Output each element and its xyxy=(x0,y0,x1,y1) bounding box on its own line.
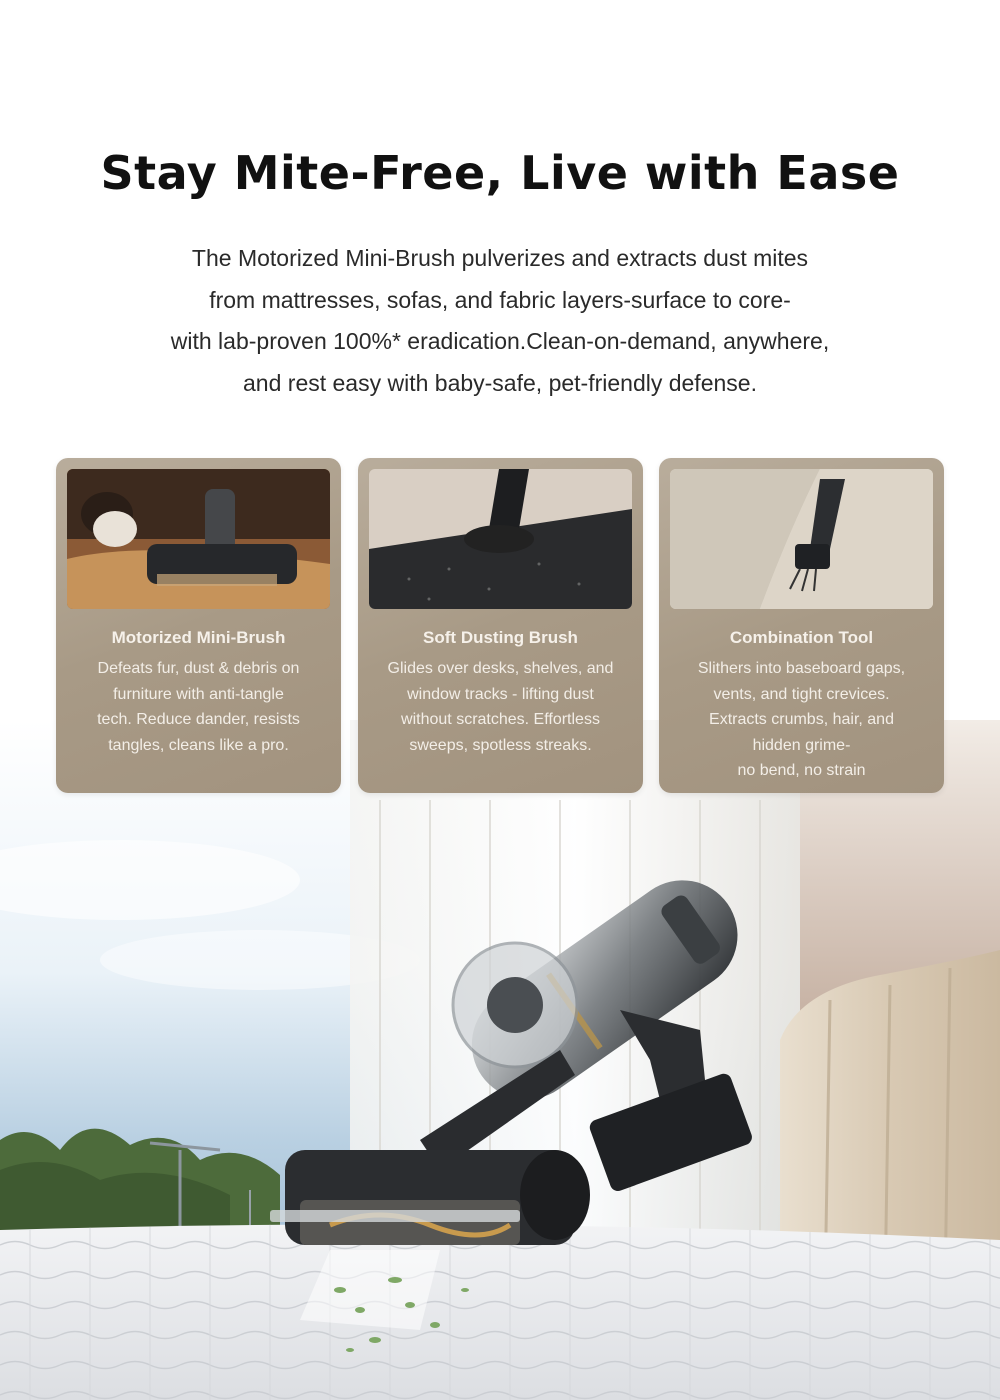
card-line: tangles, cleans like a pro. xyxy=(108,736,289,754)
intro-line: with lab-proven 100%* eradication.Clean-on-demand, anywhere, xyxy=(170,328,830,354)
card-title: Soft Dusting Brush xyxy=(423,628,578,647)
card-line: without scratches. Effortless xyxy=(401,711,600,728)
card-line: vents, and tight crevices. xyxy=(713,685,890,703)
card-line: Defeats fur, dust & debris on xyxy=(97,660,300,677)
card-line: Glides over desks, shelves, and xyxy=(387,660,614,677)
intro-paragraph xyxy=(80,238,920,404)
card-line: hidden grime- xyxy=(752,736,851,754)
card-description xyxy=(70,656,327,758)
page-title: Stay Mite-Free, Live with Ease xyxy=(100,146,900,200)
card-line: no bend, no strain xyxy=(737,762,866,779)
card-line: tech. Reduce dander, resists xyxy=(97,711,300,728)
card-description xyxy=(673,656,930,784)
dusting-brush-image xyxy=(369,469,632,609)
card-description xyxy=(372,656,629,758)
card-line: Extracts crumbs, hair, and xyxy=(709,711,894,728)
card-title: Motorized Mini-Brush xyxy=(111,628,286,647)
card-line: sweeps, spotless streaks. xyxy=(409,736,592,754)
intro-line: from mattresses, sofas, and fabric layers-surface to core- xyxy=(209,286,791,313)
card-line: furniture with anti-tangle xyxy=(113,685,284,703)
intro-line: and rest easy with baby-safe, pet-friendly defense. xyxy=(243,369,757,396)
card-title: Combination Tool xyxy=(729,628,874,647)
combination-tool-image xyxy=(670,469,933,609)
feature-card-combination-tool xyxy=(659,458,944,793)
mini-brush-image xyxy=(67,469,330,609)
feature-card-dusting-brush xyxy=(358,458,643,793)
feature-card-mini-brush xyxy=(56,458,341,793)
card-line: window tracks - lifting dust xyxy=(407,685,594,703)
intro-line: The Motorized Mini-Brush pulverizes and extracts dust mites xyxy=(191,245,809,271)
card-line: Slithers into baseboard gaps, xyxy=(697,660,906,677)
